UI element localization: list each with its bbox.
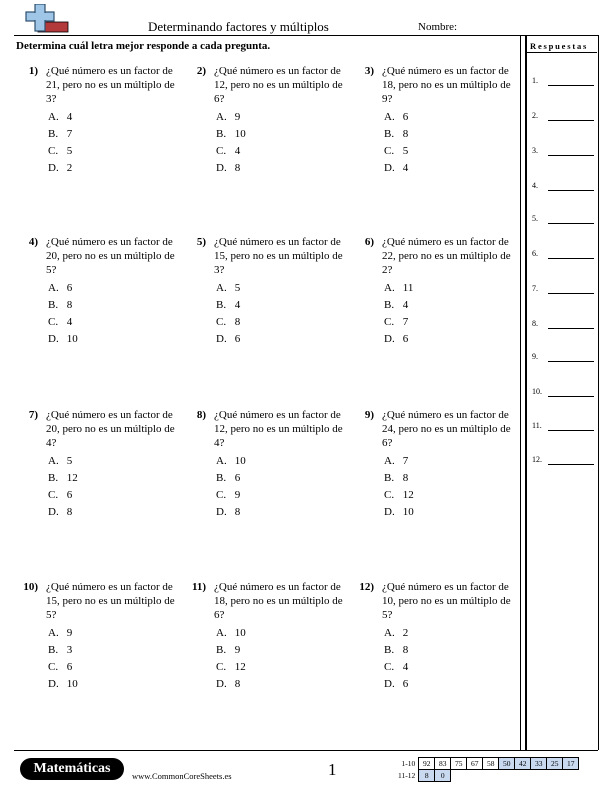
option[interactable] bbox=[384, 505, 414, 522]
option[interactable] bbox=[384, 332, 413, 349]
options-list bbox=[216, 626, 246, 694]
option-value: 4 bbox=[232, 299, 241, 311]
score-cell-empty bbox=[547, 770, 563, 782]
options-list bbox=[384, 281, 413, 349]
option-value: 10 bbox=[64, 678, 78, 690]
option-value: 8 bbox=[232, 162, 241, 174]
score-cell-empty bbox=[499, 770, 515, 782]
option-value: 10 bbox=[400, 506, 414, 518]
answer-blank[interactable] bbox=[548, 120, 594, 121]
option[interactable] bbox=[384, 488, 414, 505]
option-letter: B. bbox=[216, 644, 227, 656]
question-number: 6) bbox=[364, 236, 374, 248]
option[interactable] bbox=[384, 643, 408, 660]
option-letter: A. bbox=[384, 282, 395, 294]
option[interactable] bbox=[384, 677, 408, 694]
option-value: 8 bbox=[232, 678, 241, 690]
answer-number: 1. bbox=[532, 76, 538, 85]
option-letter: C. bbox=[216, 316, 227, 328]
option[interactable] bbox=[384, 127, 408, 144]
option-letter: D. bbox=[384, 333, 395, 345]
option-value: 11 bbox=[400, 282, 414, 294]
option[interactable] bbox=[48, 677, 78, 694]
option-value: 5 bbox=[64, 455, 73, 467]
answer-blank[interactable] bbox=[548, 223, 594, 224]
answer-line[interactable] bbox=[532, 349, 596, 363]
score-cell-empty bbox=[483, 770, 499, 782]
answer-blank[interactable] bbox=[548, 361, 594, 362]
score-cell-empty bbox=[515, 770, 531, 782]
answers-title-rule bbox=[526, 52, 597, 53]
option[interactable] bbox=[384, 161, 408, 178]
option[interactable] bbox=[216, 643, 246, 660]
option-letter: C. bbox=[384, 316, 395, 328]
answer-blank[interactable] bbox=[548, 155, 594, 156]
option[interactable] bbox=[216, 332, 240, 349]
option[interactable] bbox=[384, 298, 413, 315]
answer-number: 6. bbox=[532, 249, 538, 258]
option-value: 9 bbox=[232, 644, 241, 656]
answer-blank[interactable] bbox=[548, 396, 594, 397]
option[interactable] bbox=[216, 626, 246, 643]
answer-line[interactable] bbox=[532, 143, 596, 157]
option-letter: C. bbox=[216, 145, 227, 157]
option-letter: D. bbox=[48, 678, 59, 690]
question-number: 4) bbox=[28, 236, 38, 248]
score-cell: 83 bbox=[435, 758, 451, 770]
answer-line[interactable] bbox=[532, 452, 596, 466]
score-cell: 33 bbox=[531, 758, 547, 770]
option-value: 9 bbox=[232, 489, 241, 501]
option-letter: A. bbox=[384, 627, 395, 639]
option-letter: D. bbox=[48, 162, 59, 174]
question-text: ¿Qué número es un factor de 18, pero no es un múltiplo de 9? bbox=[382, 65, 511, 105]
option[interactable] bbox=[48, 660, 78, 677]
option-value: 12 bbox=[232, 661, 246, 673]
option-letter: C. bbox=[216, 661, 227, 673]
score-cell-empty bbox=[467, 770, 483, 782]
option[interactable] bbox=[216, 144, 246, 161]
option-letter: D. bbox=[48, 333, 59, 345]
option[interactable] bbox=[48, 471, 78, 488]
option-value: 6 bbox=[64, 282, 73, 294]
answer-number: 7. bbox=[532, 284, 538, 293]
question-text: ¿Qué número es un factor de 15, pero no es un múltiplo de 3? bbox=[214, 236, 343, 276]
options-list bbox=[384, 454, 414, 522]
score-cell: 67 bbox=[467, 758, 483, 770]
options-list bbox=[216, 281, 240, 349]
score-table bbox=[396, 757, 579, 782]
score-cell: 0 bbox=[435, 770, 451, 782]
option-letter: A. bbox=[384, 455, 395, 467]
option-value: 12 bbox=[64, 472, 78, 484]
question-number: 2) bbox=[196, 65, 206, 77]
option-letter: C. bbox=[48, 145, 59, 157]
answer-line[interactable] bbox=[532, 178, 596, 192]
option-value: 6 bbox=[400, 111, 409, 123]
option-letter: B. bbox=[384, 472, 395, 484]
option-value: 9 bbox=[232, 111, 241, 123]
option[interactable] bbox=[384, 471, 414, 488]
question-text: ¿Qué número es un factor de 20, pero no es un múltiplo de 5? bbox=[46, 236, 175, 276]
option[interactable] bbox=[48, 315, 78, 332]
page-number: 1 bbox=[328, 760, 337, 779]
answer-number: 8. bbox=[532, 319, 538, 328]
option-letter: C. bbox=[216, 489, 227, 501]
question-text: ¿Qué número es un factor de 18, pero no es un múltiplo de 6? bbox=[214, 581, 343, 621]
options-list bbox=[48, 110, 72, 178]
answer-line[interactable] bbox=[532, 73, 596, 87]
question-number: 9) bbox=[364, 409, 374, 421]
option[interactable] bbox=[48, 454, 78, 471]
question-text: ¿Qué número es un factor de 21, pero no es un múltiplo de 3? bbox=[46, 65, 175, 105]
score-cell: 17 bbox=[563, 758, 579, 770]
answer-line[interactable] bbox=[532, 316, 596, 330]
option[interactable] bbox=[48, 281, 78, 298]
answer-blank[interactable] bbox=[548, 430, 594, 431]
option-letter: D. bbox=[384, 678, 395, 690]
question-number: 10) bbox=[23, 581, 38, 593]
option[interactable] bbox=[384, 626, 408, 643]
option-value: 4 bbox=[64, 111, 73, 123]
option[interactable] bbox=[216, 110, 246, 127]
option-value: 12 bbox=[400, 489, 414, 501]
option-letter: D. bbox=[216, 333, 227, 345]
answer-blank[interactable] bbox=[548, 85, 594, 86]
options-list bbox=[216, 454, 246, 522]
option[interactable] bbox=[216, 298, 240, 315]
score-cell-empty bbox=[531, 770, 547, 782]
option-value: 9 bbox=[64, 627, 73, 639]
option-value: 10 bbox=[232, 455, 246, 467]
score-cell: 92 bbox=[419, 758, 435, 770]
option[interactable] bbox=[216, 488, 246, 505]
option[interactable] bbox=[48, 488, 78, 505]
option[interactable] bbox=[48, 643, 78, 660]
option-letter: A. bbox=[48, 282, 59, 294]
answer-line[interactable] bbox=[532, 108, 596, 122]
score-cell-empty bbox=[451, 770, 467, 782]
option-letter: B. bbox=[48, 472, 59, 484]
question-number: 8) bbox=[196, 409, 206, 421]
question-number: 1) bbox=[28, 65, 38, 77]
answer-line[interactable] bbox=[532, 281, 596, 295]
option-value: 6 bbox=[232, 472, 241, 484]
question-text: ¿Qué número es un factor de 22, pero no es un múltiplo de 2? bbox=[382, 236, 511, 276]
score-cell: 75 bbox=[451, 758, 467, 770]
website-link[interactable]: www.CommonCoreSheets.es bbox=[132, 771, 232, 781]
option-value: 5 bbox=[400, 145, 409, 157]
options-list bbox=[48, 626, 78, 694]
option[interactable] bbox=[216, 660, 246, 677]
answer-line[interactable] bbox=[532, 418, 596, 432]
question-number: 3) bbox=[364, 65, 374, 77]
answer-number: 3. bbox=[532, 146, 538, 155]
question-number: 11) bbox=[191, 581, 206, 593]
option-letter: B. bbox=[384, 299, 395, 311]
option-value: 8 bbox=[400, 644, 409, 656]
answer-number: 2. bbox=[532, 111, 538, 120]
option[interactable] bbox=[216, 161, 246, 178]
option[interactable] bbox=[48, 110, 72, 127]
question-text: ¿Qué número es un factor de 12, pero no es un múltiplo de 4? bbox=[214, 409, 343, 449]
options-list bbox=[48, 454, 78, 522]
option-letter: D. bbox=[384, 506, 395, 518]
option-value: 7 bbox=[400, 316, 409, 328]
options-list bbox=[48, 281, 78, 349]
option-letter: D. bbox=[216, 678, 227, 690]
answer-number: 5. bbox=[532, 214, 538, 223]
option[interactable] bbox=[216, 471, 246, 488]
option[interactable] bbox=[216, 505, 246, 522]
option-value: 8 bbox=[400, 128, 409, 140]
option-letter: C. bbox=[384, 661, 395, 673]
option[interactable] bbox=[48, 161, 72, 178]
answer-blank[interactable] bbox=[548, 258, 594, 259]
answer-blank[interactable] bbox=[548, 464, 594, 465]
score-cell-empty bbox=[563, 770, 579, 782]
instructions: Determina cuál letra mejor responde a cada pregunta. bbox=[16, 40, 271, 52]
option-value: 6 bbox=[64, 661, 73, 673]
score-row bbox=[396, 758, 579, 770]
option-value: 4 bbox=[400, 162, 409, 174]
option-value: 10 bbox=[64, 333, 78, 345]
option-value: 2 bbox=[400, 627, 409, 639]
option-letter: A. bbox=[216, 455, 227, 467]
name-label: Nombre: bbox=[418, 21, 458, 33]
option[interactable] bbox=[384, 144, 408, 161]
options-list bbox=[384, 110, 408, 178]
option-letter: D. bbox=[216, 162, 227, 174]
option-letter: A. bbox=[48, 111, 59, 123]
option[interactable] bbox=[216, 677, 246, 694]
option-value: 6 bbox=[400, 678, 409, 690]
option-value: 3 bbox=[64, 644, 73, 656]
option-letter: B. bbox=[216, 299, 227, 311]
question-text: ¿Qué número es un factor de 24, pero no es un múltiplo de 6? bbox=[382, 409, 511, 449]
option-letter: C. bbox=[384, 489, 395, 501]
footer-rule bbox=[14, 750, 598, 751]
option-value: 4 bbox=[400, 299, 409, 311]
option-letter: B. bbox=[48, 299, 59, 311]
option[interactable] bbox=[384, 110, 408, 127]
option-letter: A. bbox=[216, 282, 227, 294]
option-value: 2 bbox=[64, 162, 73, 174]
option-letter: B. bbox=[48, 644, 59, 656]
plus-minus-logo-icon bbox=[18, 4, 72, 38]
answer-number: 4. bbox=[532, 181, 538, 190]
option-value: 6 bbox=[232, 333, 241, 345]
option[interactable] bbox=[48, 332, 78, 349]
question-number: 12) bbox=[359, 581, 374, 593]
option-value: 8 bbox=[64, 299, 73, 311]
option-value: 5 bbox=[64, 145, 73, 157]
option-value: 4 bbox=[64, 316, 73, 328]
score-row-label: 11-12 bbox=[398, 771, 416, 780]
option[interactable] bbox=[216, 281, 240, 298]
option[interactable] bbox=[216, 127, 246, 144]
option-letter: C. bbox=[48, 489, 59, 501]
option[interactable] bbox=[384, 281, 413, 298]
option-letter: B. bbox=[48, 128, 59, 140]
answer-line[interactable] bbox=[532, 246, 596, 260]
option-value: 7 bbox=[64, 128, 73, 140]
option[interactable] bbox=[216, 315, 240, 332]
answer-line[interactable] bbox=[532, 211, 596, 225]
brand-badge: Matemáticas bbox=[20, 758, 124, 780]
option-letter: D. bbox=[384, 162, 395, 174]
answer-blank[interactable] bbox=[548, 293, 594, 294]
question-number: 7) bbox=[28, 409, 38, 421]
option-letter: C. bbox=[48, 661, 59, 673]
option-value: 10 bbox=[232, 128, 246, 140]
option-letter: A. bbox=[48, 627, 59, 639]
option-letter: B. bbox=[384, 128, 395, 140]
option-letter: A. bbox=[384, 111, 395, 123]
option-value: 8 bbox=[232, 316, 241, 328]
option[interactable] bbox=[384, 315, 413, 332]
options-list bbox=[384, 626, 408, 694]
answer-blank[interactable] bbox=[548, 190, 594, 191]
score-row bbox=[396, 770, 579, 782]
option[interactable] bbox=[48, 127, 72, 144]
option-value: 4 bbox=[400, 661, 409, 673]
answer-line[interactable] bbox=[532, 384, 596, 398]
score-cell: 25 bbox=[547, 758, 563, 770]
option-letter: A. bbox=[48, 455, 59, 467]
answer-blank[interactable] bbox=[548, 328, 594, 329]
option-value: 5 bbox=[232, 282, 241, 294]
option[interactable] bbox=[48, 298, 78, 315]
answer-number: 11. bbox=[532, 421, 542, 430]
option[interactable] bbox=[216, 454, 246, 471]
question-text: ¿Qué número es un factor de 20, pero no es un múltiplo de 4? bbox=[46, 409, 175, 449]
option-letter: A. bbox=[216, 111, 227, 123]
header-rule bbox=[14, 35, 598, 36]
option-value: 6 bbox=[64, 489, 73, 501]
answer-number: 12. bbox=[532, 455, 542, 464]
option-letter: B. bbox=[384, 644, 395, 656]
option-letter: B. bbox=[216, 472, 227, 484]
option[interactable] bbox=[48, 144, 72, 161]
question-text: ¿Qué número es un factor de 12, pero no es un múltiplo de 6? bbox=[214, 65, 343, 105]
option-letter: C. bbox=[48, 316, 59, 328]
options-list bbox=[216, 110, 246, 178]
question-text: ¿Qué número es un factor de 10, pero no es un múltiplo de 5? bbox=[382, 581, 511, 621]
option-letter: B. bbox=[216, 128, 227, 140]
score-cell: 8 bbox=[419, 770, 435, 782]
score-row-label: 1-10 bbox=[401, 759, 416, 768]
score-cell: 58 bbox=[483, 758, 499, 770]
score-cell: 42 bbox=[515, 758, 531, 770]
page-title: Determinando factores y múltiplos bbox=[148, 19, 329, 34]
option-value: 7 bbox=[400, 455, 409, 467]
option-value: 4 bbox=[232, 145, 241, 157]
score-cell: 50 bbox=[499, 758, 515, 770]
option[interactable] bbox=[384, 454, 414, 471]
option-letter: C. bbox=[384, 145, 395, 157]
option-value: 8 bbox=[400, 472, 409, 484]
option-value: 10 bbox=[232, 627, 246, 639]
questions-panel bbox=[14, 35, 521, 750]
option-letter: D. bbox=[48, 506, 59, 518]
answer-number: 10. bbox=[532, 387, 542, 396]
question-text: ¿Qué número es un factor de 15, pero no es un múltiplo de 5? bbox=[46, 581, 175, 621]
option[interactable] bbox=[48, 626, 78, 643]
option-value: 8 bbox=[232, 506, 241, 518]
answer-number: 9. bbox=[532, 352, 538, 361]
option-letter: D. bbox=[216, 506, 227, 518]
question-number: 5) bbox=[196, 236, 206, 248]
option[interactable] bbox=[384, 660, 408, 677]
option[interactable] bbox=[48, 505, 78, 522]
option-value: 6 bbox=[400, 333, 409, 345]
option-value: 8 bbox=[64, 506, 73, 518]
answers-title: Respuestas bbox=[530, 41, 589, 51]
option-letter: A. bbox=[216, 627, 227, 639]
